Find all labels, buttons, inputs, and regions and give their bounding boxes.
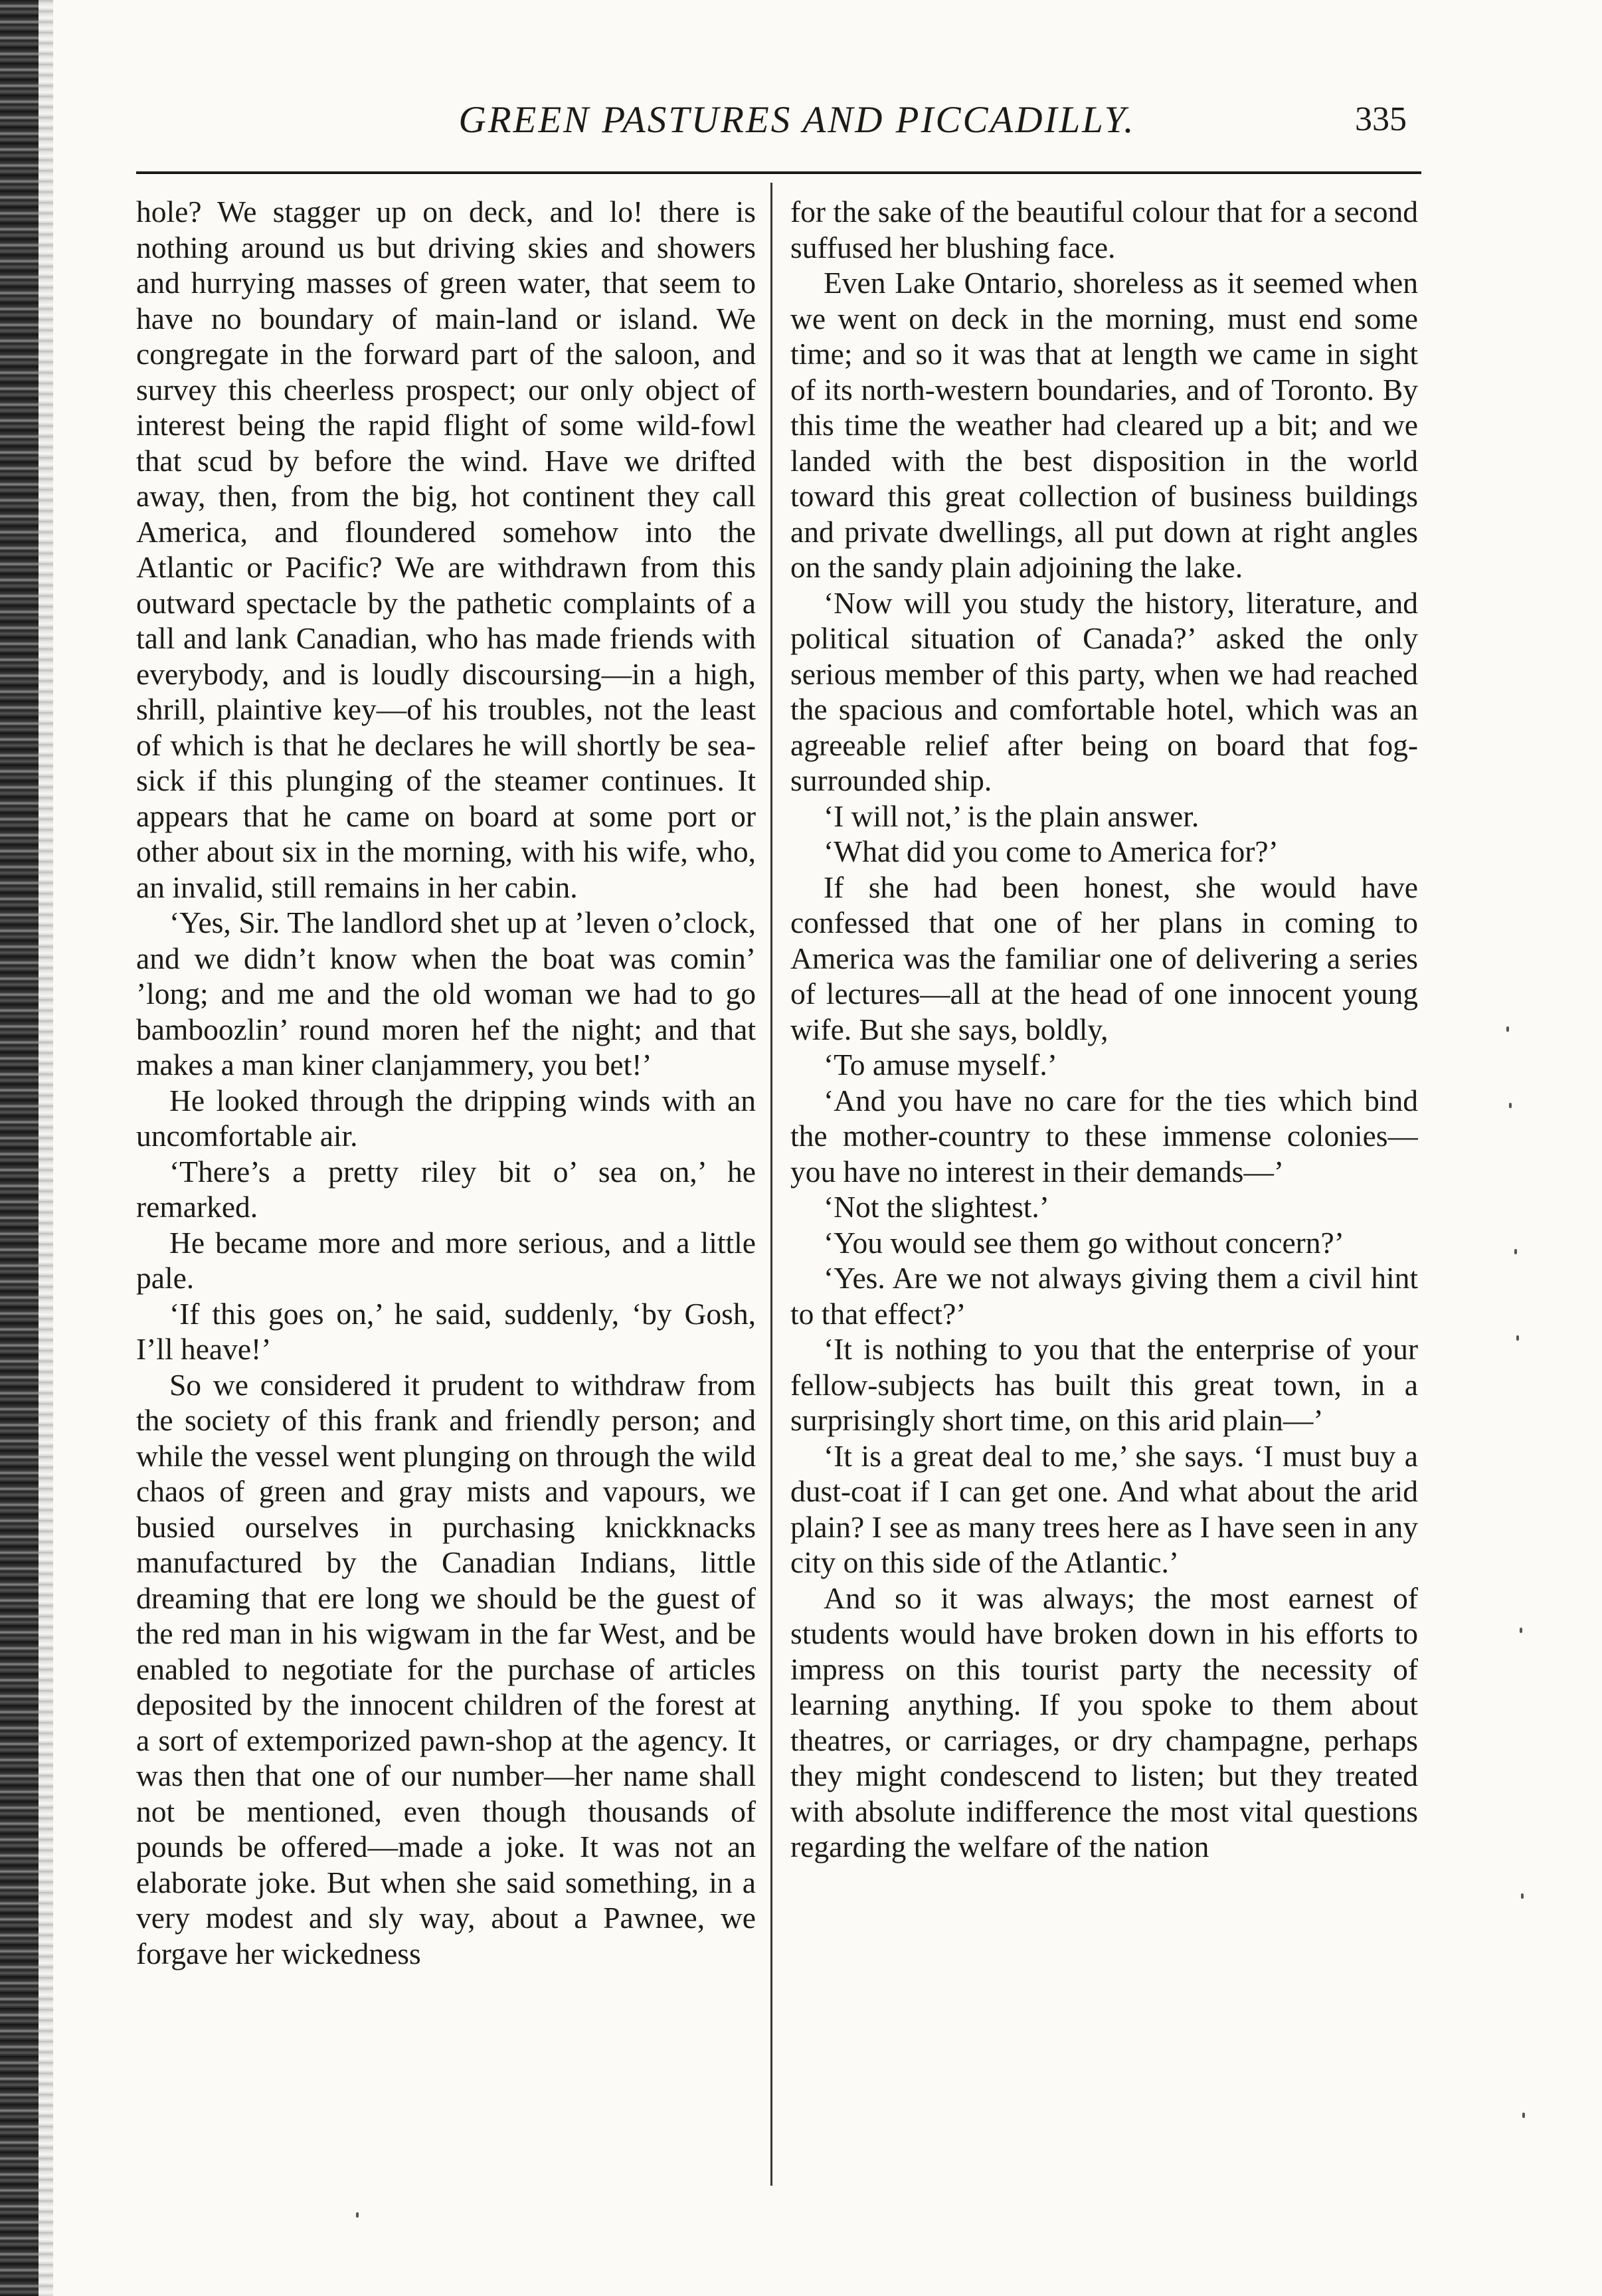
paragraph: So we considered it prudent to withdraw from the society of this frank and friendly person; and while the vessel went plunging on through the wild chaos of green and gray mists and vapours, we busied ourselves in purchasing knickknacks manufactured by the Canadian Indians, little dreaming that ere long we should be the guest of the red man in his wigwam in the far West, and be enabled to negotiate for the purchase of articles deposited by the innocent children of the forest at a sort of extemporized pawn-shop at the agency. It was then that one of our number—her name shall not be mentioned, even though thousands of pounds be offered—made a joke. It was not an elaborate joke. But when she said something, in a very modest and sly way, about a Pawnee, we forgave her wickedness [136,1367,756,1970]
paragraph: And so it was always; the most earnest of students would have broken down in his efforts to impress on this tourist party the necessity of learning anything. If you spoke to them about theatres, or carriages, or dry champagne, perhaps they might condescend to listen; but they treated with absolute indifference the most vital questions regarding the welfare of the nation [790,1580,1418,1864]
margin-speck [1520,1628,1522,1633]
margin-speck [1516,1335,1519,1341]
paragraph: ‘Now will you study the history, literature, and political situation of Canada?’ asked the only serious member of this party, when we had reached the spacious and comfortable hotel, which was an agreeable relief after being on board that fog-surrounded ship. [790,585,1418,797]
page-gutter-shadow [39,0,53,2296]
column-divider [770,183,772,2186]
paragraph: ‘What did you come to America for?’ [824,834,1279,868]
margin-speck [1514,1249,1517,1254]
running-title: GREEN PASTURES AND PICCADILLY. [458,99,1136,141]
paragraph: ‘It is nothing to you that the enterprise of your fellow-subjects has built this great town, in a surprisingly short time, on this arid plain—’ [790,1332,1418,1437]
paragraph: ‘There’s a pretty riley bit o’ sea on,’ he remarked. [136,1154,756,1224]
paragraph: ‘If this goes on,’ he said, suddenly, ‘by Gosh, I’ll heave!’ [136,1296,756,1366]
paragraph: ‘To amuse myself.’ [824,1048,1057,1082]
page-number: 335 [1355,100,1407,138]
header-rule [136,171,1421,174]
paragraph: ‘Yes. Are we not always giving them a civil hint to that effect?’ [790,1261,1418,1331]
paragraph: hole? We stagger up on deck, and lo! there is nothing around us but driving skies and showers and hurrying masses of green water, that seem to have no boundary of main-land or island. We congregate in the forward part of the saloon, and survey this cheerless prospect; our only object of interest being the rapid flight of some wild-fowl that scud by before the wind. Have we drifted away, then, from the big, hot continent they call America, and floundered somehow into the Atlantic or Pacific? We are withdrawn from this outward spectacle by the pathetic complaints of a tall and lank Canadian, who has made friends with everybody, and is loudly discoursing—in a high, shrill, plaintive key—of his troubles, not the least of which is that he declares he will shortly be sea-sick if this plunging of the steamer continues. It appears that he came on board at some port or other about six in the morning, with his wife, who, an invalid, still remains in her cabin. [136,195,756,904]
margin-speck [1506,1026,1509,1032]
margin-speck [1521,1893,1524,1899]
margin-speck [1509,1103,1512,1108]
right-column [790,194,1418,2194]
paragraph: ‘You would see them go without concern?’ [824,1225,1344,1260]
paragraph: ‘I will not,’ is the plain answer. [824,799,1200,833]
left-column [136,194,756,2194]
paragraph: ‘And you have no care for the ties which bind the mother-country to these immense colonies—you have no interest in their demands—’ [790,1083,1418,1189]
book-binding-edge [0,0,39,2296]
paragraph: He looked through the dripping winds with an uncomfortable air. [136,1083,756,1153]
paragraph: ‘Not the slightest.’ [824,1190,1049,1224]
margin-speck [1522,2113,1525,2118]
margin-speck [356,2212,359,2218]
paragraph: If she had been honest, she would have confessed that one of her plans in coming to America was the familiar one of delivering a series of lectures—all at the head of one innocent young wife. But she says, boldly, [790,870,1418,1046]
paragraph: Even Lake Ontario, shoreless as it seemed when we went on deck in the morning, must end some time; and so it was that at length we came in sight of its north-western boundaries, and of Toronto. By this time the weather had cleared up a bit; and we landed with the best disposition in the world toward this great collection of business buildings and private dwellings, all put down at right angles on the sandy plain adjoining the lake. [790,266,1418,584]
paragraph: ‘Yes, Sir. The landlord shet up at ’leven o’clock, and we didn’t know when the boat was comin’ ’long; and me and the old woman we had to go bamboozlin’ round moren hef the night; and that makes a man kiner clanjammery, you bet!’ [136,906,756,1082]
paragraph: for the sake of the beautiful colour that for a second suffused her blushing face. [790,195,1418,264]
paragraph: He became more and more serious, and a little pale. [136,1225,756,1295]
paragraph: ‘It is a great deal to me,’ she says. ‘I must buy a dust-coat if I can get one. And what about the arid plain? I see as many trees here as I have seen in any city on this side of the Atlantic.’ [790,1438,1418,1579]
